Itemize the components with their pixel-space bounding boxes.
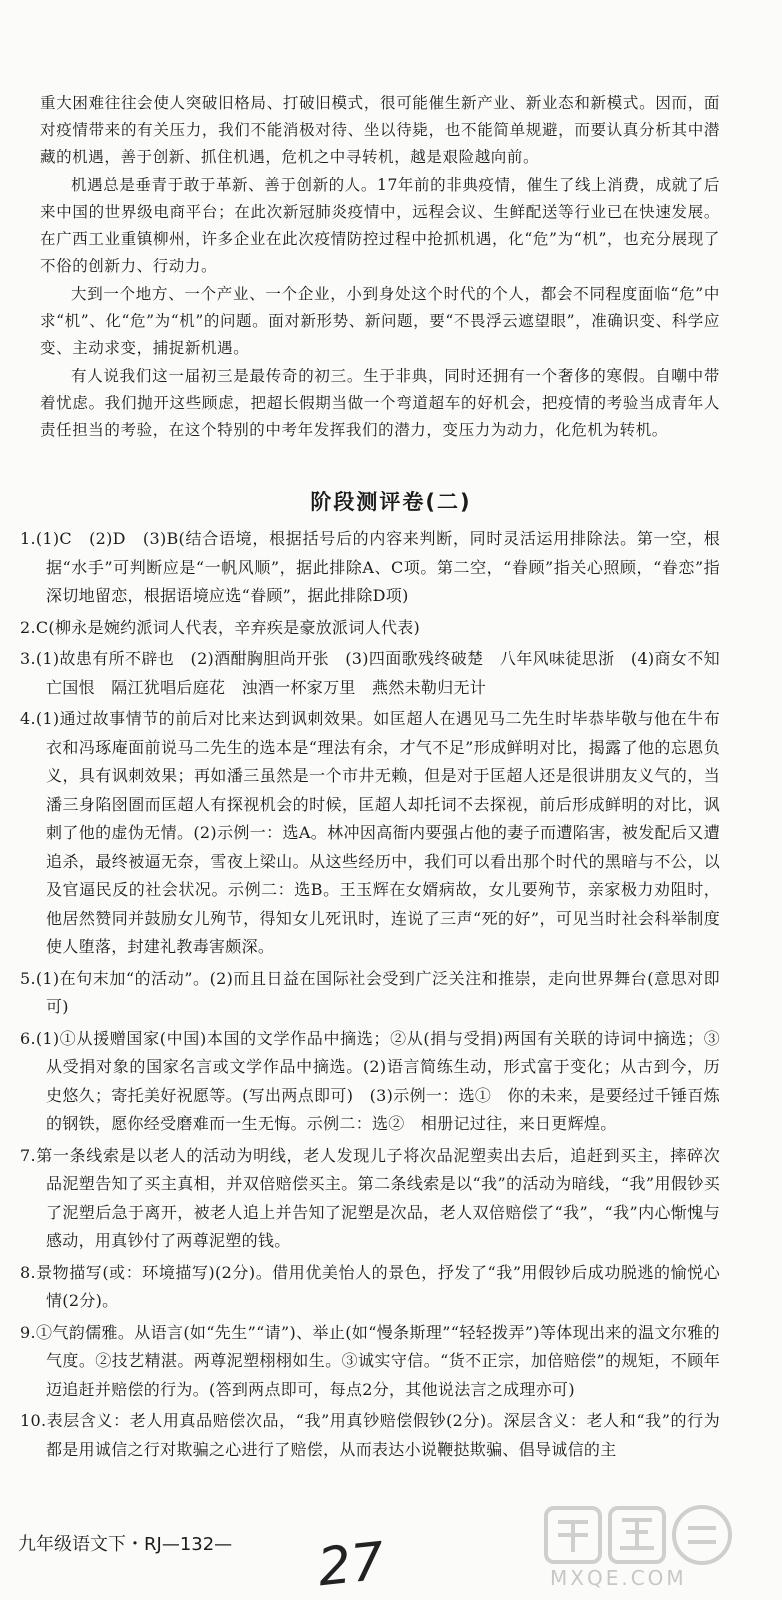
answer-item-10: 10.表层含义：老人用真品赔偿次品，“我”用真钞赔偿假钞(2分)。深层含义：老人和“我”的行为都是用诚信之行对欺骗之心进行了赔偿，从而表达小说鞭挞欺骗、倡导诚信的主 — [20, 1411, 720, 1459]
answer-list — [20, 525, 720, 1467]
answer-item-2: 2.C(柳永是婉约派词人代表，辛弃疾是豪放派词人代表) — [20, 617, 421, 637]
watermark-logo — [540, 1500, 770, 1590]
answer-item-1: 1.(1)C (2)D (3)B(结合语境，根据括号后的内容来判断，同时灵活运用排除法。第一空，根据“水手”可判断应是“一帆风顺”，据此排除A、C项。第二空，“眷顾”指关心照顾，“眷恋”指深切地留恋，根据语境应选“眷顾”，据此排除D项) — [20, 529, 720, 605]
page-footer: 九年级语文下・RJ—132— — [18, 1534, 233, 1555]
essay-paragraph-1: 重大困难往往会使人突破旧格局、打破旧模式，很可能催生新产业、新业态和新模式。因而，面对疫情带来的有关压力，我们不能消极对待、坐以待毙，也不能简单规避，而要认真分析其中潜藏的机遇，善于创新、抓住机遇，危机之中寻转机，越是艰险越向前。 — [40, 94, 720, 166]
essay-paragraph-4: 有人说我们这一届初三是最传奇的初三。生于非典，同时还拥有一个奢侈的寒假。自嘲中带着忧虑。我们抛开这些顾虑，把超长假期当做一个弯道超车的好机会，把疫情的考验当成青年人责任担当的考验，在这个特别的中考年发挥我们的潜力，变压力为动力，化危机为转机。 — [40, 367, 720, 439]
answer-item-9: 9.①气韵儒雅。从语言(如“先生”“请”)、举止(如“慢条斯理”“轻轻拨弄”)等体现出来的温文尔雅的气度。②技艺精湛。两尊泥塑栩栩如生。③诚实守信。“货不正宗，加倍赔偿”的规矩，不顾年迈追赶并赔偿的行为。(答到两点即可，每点2分，其他说法言之成理亦可) — [20, 1322, 720, 1399]
answer-item-6: 6.(1)①从援赠国家(中国)本国的文学作品中摘选；②从(捐与受捐)两国有关联的诗词中摘选；③从受捐对象的国家名言或文学作品中摘选。(2)语言简练生动，形式富于变化；从古到今，历史悠久；寄托美好祝愿等。(写出两点即可) (3)示例一：选① 你的未来，是要经过千锤百炼的钢铁，愿你经受磨难而一生无悔。示例二：选② 相册记过往，来日更辉煌。 — [20, 1028, 720, 1133]
answer-item-5: 5.(1)在句末加“的活动”。(2)而且日益在国际社会受到广泛关注和推崇，走向世界舞台(意思对即可) — [20, 968, 720, 1016]
essay-section — [40, 90, 720, 445]
answer-item-4: 4.(1)通过故事情节的前后对比来达到讽刺效果。如匡超人在遇见马二先生时毕恭毕敬与他在牛布衣和冯琢庵面前说马二先生的选本是“理法有余，才气不足”形成鲜明对比，揭露了他的忘恩负义，具有讽刺效果；再如潘三虽然是一个市井无赖，但是对于匡超人还是很讲朋友义气的，当潘三身陷囹圄而匡超人有探视机会的时候，匡超人却托词不去探视，前后形成鲜明的对比，讽刺了他的虚伪无情。(2)示例一：选A。林冲因高衙内要强占他的妻子而遭陷害，被发配后又遭追杀，最终被逼无奈，雪夜上梁山。从这些经历中，我们可以看出那个时代的黑暗与不公，以及官逼民反的社会状况。示例二：选B。王玉辉在女婿病故，女儿要殉节，亲家极力劝阻时，他居然赞同并鼓励女儿殉节，得知女儿死讯时，连说了三声“死的好”，可见当时社会科举制度使人堕落，封建礼教毒害颇深。 — [20, 709, 720, 956]
essay-paragraph-3: 大到一个地方、一个产业、一个企业，小到身处这个时代的个人，都会不同程度面临“危”中求“机”、化“危”为“机”的问题。面对新形势、新问题，要“不畏浮云遮望眼”，准确识变、科学应变、主动求变，捕捉新机遇。 — [40, 285, 720, 357]
answer-item-8: 8.景物描写(或：环境描写)(2分)。借用优美怡人的景色，抒发了“我”用假钞后成功脱逃的愉悦心情(2分)。 — [20, 1262, 720, 1310]
watermark-logo-icon — [540, 1500, 770, 1570]
watermark-site: MXQE.COM — [550, 1566, 687, 1590]
essay-paragraph-2: 机遇总是垂青于敢于革新、善于创新的人。17年前的非典疫情，催生了线上消费，成就了后来中国的世界级电商平台；在此次新冠肺炎疫情中，远程会议、生鲜配送等行业已在快速发展。在广西工业重镇柳州，许多企业在此次疫情防控过程中抢抓机遇，化“危”为“机”，也充分展现了不俗的创新力、行动力。 — [40, 176, 720, 275]
section-title: 阶段测评卷(二) — [310, 490, 472, 514]
answer-item-3: 3.(1)故患有所不辟也 (2)酒酣胸胆尚开张 (3)四面歌残终破楚 八年风味徒思浙 (4)商女不知亡国恨 隔江犹唱后庭花 浊酒一杯家万里 燕然未勒归无计 — [20, 649, 720, 697]
answer-item-7: 7.第一条线索是以老人的活动为明线，老人发现儿子将次品泥塑卖出去后，追赶到买主，摔碎次品泥塑告知了买主真相，并双倍赔偿买主。第二条线索是以“我”的活动为暗线，“我”用假钞买了泥塑后急于离开，被老人追上并告知了泥塑是次品，老人双倍赔偿了“我”，“我”内心惭愧与感动，用真钞付了两尊泥塑的钱。 — [20, 1145, 720, 1250]
handwritten-page-number: 27 — [315, 1531, 388, 1599]
